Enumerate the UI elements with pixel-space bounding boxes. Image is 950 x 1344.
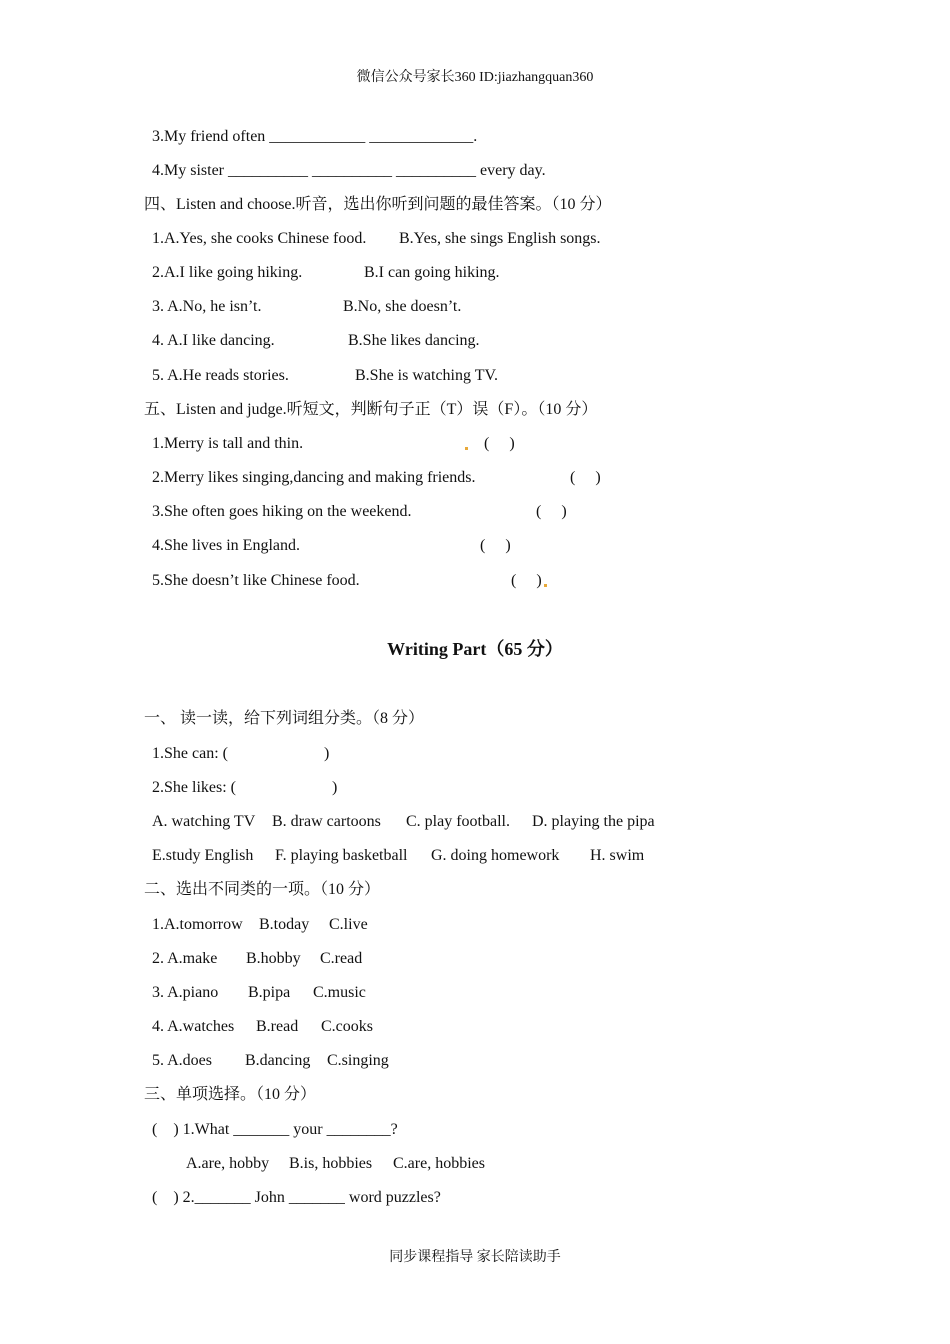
section4-q5-b: B.She is watching TV.	[355, 367, 498, 384]
w2-q2-b: B.hobby	[246, 950, 301, 967]
scan-mark	[465, 447, 468, 450]
answer-paren[interactable]: ( )	[511, 572, 542, 589]
scan-mark	[544, 584, 547, 587]
w3-q1-opt-c: C.are, hobbies	[393, 1155, 485, 1172]
answer-paren[interactable]: ( )	[570, 469, 601, 486]
w3-q2: ( ) 2._______ John _______ word puzzles?	[152, 1189, 441, 1206]
section4-heading: 四、Listen and choose.听音，选出你听到问题的最佳答案。（10 分）	[144, 196, 612, 213]
section4-q3-a: 3. A.No, he isn’t.	[152, 298, 262, 315]
section4-q1-a: 1.A.Yes, she cooks Chinese food.	[152, 230, 367, 247]
w2-q4-c: C.cooks	[321, 1018, 373, 1035]
w2-q1-a: 1.A.tomorrow	[152, 916, 243, 933]
w1-opt-g: G. doing homework	[431, 847, 560, 864]
w1-q2: 2.She likes: ( )	[152, 779, 338, 796]
page-footer: 同步课程指导 家长陪读助手	[389, 1250, 561, 1265]
w1-opt-e: E.study English	[152, 847, 254, 864]
w2-q3-b: B.pipa	[248, 984, 291, 1001]
section5-q3: 3.She often goes hiking on the weekend.	[152, 503, 412, 520]
w1-opt-a: A. watching TV	[152, 813, 256, 830]
w2-heading: 二、选出不同类的一项。（10 分）	[144, 881, 381, 898]
w2-q3-a: 3. A.piano	[152, 984, 219, 1001]
w2-q5-a: 5. A.does	[152, 1052, 212, 1069]
w2-q5-c: C.singing	[327, 1052, 389, 1069]
w2-q2-c: C.read	[320, 950, 363, 967]
w2-q1-b: B.today	[259, 916, 310, 933]
writing-part-title: Writing Part（65 分）	[387, 639, 563, 659]
w2-q4-a: 4. A.watches	[152, 1018, 235, 1035]
listening-q3: 3.My friend often ____________ _____________.	[152, 128, 478, 145]
w1-opt-b: B. draw cartoons	[272, 813, 381, 830]
w1-opt-d: D. playing the pipa	[532, 813, 655, 830]
w1-heading: 一、 读一读，给下列词组分类。（8 分）	[144, 710, 425, 727]
answer-paren[interactable]: ( )	[536, 503, 567, 520]
answer-paren[interactable]: ( )	[480, 537, 511, 554]
section4-q1-b: B.Yes, she sings English songs.	[399, 230, 601, 247]
w2-q5-b: B.dancing	[245, 1052, 311, 1069]
w2-q1-c: C.live	[329, 916, 368, 933]
answer-paren[interactable]: ( )	[484, 435, 515, 452]
w3-heading: 三、单项选择。（10 分）	[144, 1086, 317, 1103]
w2-q2-a: 2. A.make	[152, 950, 218, 967]
section5-heading: 五、Listen and judge.听短文，判断句子正（T）误（F）。（10 分）	[144, 401, 598, 418]
w3-q1: ( ) 1.What _______ your ________?	[152, 1121, 398, 1138]
w3-q1-opt-a: A.are, hobby	[186, 1155, 270, 1172]
section5-q1: 1.Merry is tall and thin.	[152, 435, 304, 452]
section5-q5: 5.She doesn’t like Chinese food.	[152, 572, 360, 589]
w1-opt-c: C. play football.	[406, 813, 510, 830]
w2-q4-b: B.read	[256, 1018, 299, 1035]
section4-q3-b: B.No, she doesn’t.	[343, 298, 462, 315]
section4-q2-b: B.I can going hiking.	[364, 264, 500, 281]
section5-q2: 2.Merry likes singing,dancing and making friends.	[152, 469, 476, 486]
section4-q5-a: 5. A.He reads stories.	[152, 367, 289, 384]
w1-opt-h: H. swim	[590, 847, 645, 864]
section4-q4-b: B.She likes dancing.	[348, 332, 480, 349]
section5-q4: 4.She lives in England.	[152, 537, 300, 554]
page-header: 微信公众号家长360 ID:jiazhangquan360	[356, 70, 594, 85]
w1-opt-f: F. playing basketball	[275, 847, 408, 864]
section4-q4-a: 4. A.I like dancing.	[152, 332, 275, 349]
section4-q2-a: 2.A.I like going hiking.	[152, 264, 303, 281]
w3-q1-opt-b: B.is, hobbies	[289, 1155, 373, 1172]
listening-q4: 4.My sister __________ __________ __________ every day.	[152, 162, 546, 179]
w2-q3-c: C.music	[313, 984, 366, 1001]
w1-q1: 1.She can: ( )	[152, 745, 330, 762]
